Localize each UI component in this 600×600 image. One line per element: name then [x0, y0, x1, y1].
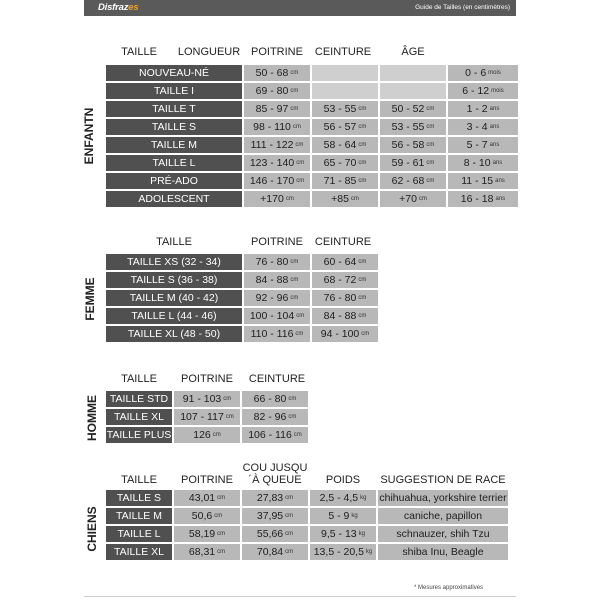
footnote: * Mesures approximatives: [414, 585, 484, 591]
enfant-cell-r2-c3: [380, 101, 446, 117]
chiens-cell-r2-c4: [378, 526, 508, 542]
chiens-cell-r1-c4-text: caniche, papillon: [403, 510, 483, 522]
femme-cell-r3-c0-text: TAILLE L (44 - 46): [131, 310, 217, 322]
chiens-cell-r0-c2-unit: cm: [285, 495, 294, 501]
chiens-cell-r3-c1-text: 68,31: [188, 546, 216, 558]
femme-cell-r1-c2-text: 68 - 72: [323, 274, 357, 286]
enfant-cell-r6-c3: [380, 173, 446, 189]
chiens-cell-r2-c1-unit: cm: [217, 531, 226, 537]
enfant-cell-r3-c3-text: 53 - 55: [391, 121, 425, 133]
enfant-cell-r6-c2: [312, 173, 378, 189]
enfant-cell-r4-c3-unit: cm: [426, 142, 435, 148]
enfant-cell-r5-c1-unit: cm: [296, 160, 305, 166]
enfant-cell-r3-c3-unit: cm: [426, 124, 435, 130]
enfant-header-0: TAILLE: [121, 46, 157, 58]
enfant-cell-r1-c1-unit: cm: [290, 88, 299, 94]
enfant-cell-r7-c2: [312, 191, 378, 207]
chiens-cell-r1-c1-unit: cm: [214, 513, 223, 519]
enfant-cell-r3-c0-text: TAILLE S: [151, 121, 197, 133]
enfant-cell-r6-c3-text: 62 - 68: [391, 175, 425, 187]
enfant-cell-r4-c1: [244, 137, 310, 153]
enfant-cell-r2-c0: [106, 101, 242, 117]
section-label-homme: HOMME: [85, 395, 99, 441]
enfant-cell-r0-c4-unit: mois: [488, 70, 501, 76]
enfant-cell-r7-c2-unit: cm: [350, 196, 359, 202]
enfant-cell-r0-c0-text: NOUVEAU-NÉ: [138, 67, 209, 79]
femme-cell-r1-c2-unit: cm: [358, 277, 367, 283]
enfant-cell-r5-c3-text: 59 - 61: [391, 157, 425, 169]
chiens-header-1: POITRINE: [181, 474, 233, 486]
enfant-header-1: LONGUEUR: [177, 46, 241, 58]
femme-cell-r0-c2-unit: cm: [358, 259, 367, 265]
homme-cell-r0-c1: [174, 391, 240, 407]
enfant-cell-r6-c0-text: PRÉ-ADO: [150, 175, 198, 187]
homme-cell-r0-c1-unit: cm: [223, 396, 232, 402]
homme-header-0: TAILLE: [121, 373, 157, 385]
enfant-cell-r2-c4-unit: ans: [489, 106, 500, 112]
enfant-cell-r6-c1-unit: cm: [296, 178, 305, 184]
femme-cell-r4-c2-text: 94 - 100: [320, 328, 360, 340]
homme-cell-r2-c1: [174, 427, 240, 443]
chiens-header-0: TAILLE: [121, 474, 157, 486]
enfant-cell-r6-c1: [244, 173, 310, 189]
enfant-cell-r1-c2: [312, 83, 378, 99]
chiens-cell-r2-c1: [174, 526, 240, 542]
enfant-cell-r1-c1-text: 69 - 80: [255, 85, 289, 97]
enfant-cell-r5-c2-unit: cm: [358, 160, 367, 166]
chiens-cell-r1-c2: [242, 508, 308, 524]
homme-cell-r2-c2: [242, 427, 308, 443]
enfant-cell-r6-c4-text: 11 - 15: [461, 175, 494, 187]
chiens-cell-r1-c2-unit: cm: [285, 513, 294, 519]
femme-cell-r3-c2: [312, 308, 378, 324]
enfant-cell-r4-c1-text: 111 - 122: [250, 139, 294, 151]
chiens-cell-r0-c0-text: TAILLE S: [116, 492, 162, 504]
femme-cell-r0-c2: [312, 254, 378, 270]
chiens-header-4: SUGGESTION DE RACE: [380, 474, 506, 486]
enfant-cell-r1-c0: [106, 83, 242, 99]
enfant-cell-r3-c3: [380, 119, 446, 135]
enfant-cell-r4-c2: [312, 137, 378, 153]
femme-cell-r4-c1-text: 110 - 116: [250, 328, 294, 340]
femme-table: [106, 254, 378, 342]
homme-cell-r2-c1-text: 126: [193, 429, 211, 441]
enfant-cell-r3-c2-text: 56 - 57: [323, 121, 357, 133]
femme-cell-r3-c0: [106, 308, 242, 324]
femme-cell-r2-c2-text: 76 - 80: [323, 292, 357, 304]
chiens-cell-r1-c3-text: 5 - 9: [328, 510, 350, 522]
femme-cell-r4-c0: [106, 326, 242, 342]
enfant-cell-r3-c4: [448, 119, 518, 135]
enfant-cell-r7-c1-text: +170: [260, 193, 284, 205]
chiens-cell-r3-c3-text: 13,5 - 20,5: [313, 546, 364, 558]
enfant-cell-r4-c3-text: 56 - 58: [391, 139, 425, 151]
femme-cell-r2-c1-unit: cm: [290, 295, 299, 301]
enfant-cell-r7-c3-unit: cm: [418, 196, 427, 202]
enfant-cell-r6-c2-text: 71 - 85: [323, 175, 357, 187]
enfant-cell-r4-c0: [106, 137, 242, 153]
homme-cell-r0-c1-text: 91 - 103: [182, 393, 222, 405]
homme-cell-r2-c0-text: TAILLE PLUS: [106, 429, 172, 441]
femme-cell-r2-c1: [244, 290, 310, 306]
chiens-cell-r3-c1-unit: cm: [217, 549, 226, 555]
femme-cell-r1-c1: [244, 272, 310, 288]
enfant-cell-r6-c0: [106, 173, 242, 189]
femme-cell-r1-c1-text: 84 - 88: [255, 274, 289, 286]
femme-cell-r3-c1-unit: cm: [296, 313, 305, 319]
enfant-cell-r3-c2-unit: cm: [358, 124, 367, 130]
femme-cell-r1-c0-text: TAILLE S (36 - 38): [130, 274, 218, 286]
chiens-cell-r0-c1-unit: cm: [217, 495, 226, 501]
homme-cell-r2-c1-unit: cm: [212, 432, 221, 438]
enfant-cell-r0-c3: [380, 65, 446, 81]
enfant-cell-r0-c4: [448, 65, 518, 81]
enfant-cell-r0-c1-text: 50 - 68: [255, 67, 289, 79]
enfant-cell-r0-c1-unit: cm: [290, 70, 299, 76]
homme-cell-r0-c2: [242, 391, 308, 407]
chiens-cell-r3-c0: [106, 544, 172, 560]
enfant-cell-r4-c0-text: TAILLE M: [151, 139, 197, 151]
enfant-cell-r2-c1: [244, 101, 310, 117]
enfant-cell-r4-c4: [448, 137, 518, 153]
enfant-cell-r5-c0: [106, 155, 242, 171]
enfant-cell-r3-c4-text: 3 - 4: [466, 121, 488, 133]
chiens-cell-r3-c4-text: shiba Inu, Beagle: [402, 546, 484, 558]
femme-cell-r0-c1-text: 76 - 80: [255, 256, 289, 268]
chiens-cell-r3-c4: [378, 544, 508, 560]
enfant-cell-r7-c1-unit: cm: [285, 196, 294, 202]
femme-cell-r2-c1-text: 92 - 96: [255, 292, 289, 304]
guide-title: Guide de Tailles (en centimètres): [415, 4, 510, 11]
enfant-cell-r1-c4: [448, 83, 518, 99]
enfant-cell-r5-c4: [448, 155, 518, 171]
chiens-cell-r2-c0: [106, 526, 172, 542]
chiens-cell-r0-c4-text: chihuahua, yorkshire terrier: [379, 492, 507, 504]
chiens-cell-r2-c2-unit: cm: [285, 531, 294, 537]
section-label-chiens: CHIENS: [85, 506, 99, 552]
enfant-cell-r2-c2: [312, 101, 378, 117]
chiens-cell-r3-c3: [310, 544, 376, 560]
enfant-cell-r3-c0: [106, 119, 242, 135]
homme-cell-r1-c2-unit: cm: [288, 414, 297, 420]
enfant-cell-r7-c4: [448, 191, 518, 207]
enfant-cell-r4-c2-text: 58 - 64: [323, 139, 357, 151]
chiens-cell-r3-c3-unit: kg: [365, 549, 373, 555]
chiens-header-3: POIDS: [325, 474, 361, 486]
chiens-cell-r1-c1: [174, 508, 240, 524]
femme-cell-r3-c2-unit: cm: [358, 313, 367, 319]
bottom-divider: [84, 596, 516, 597]
enfant-cell-r4-c2-unit: cm: [358, 142, 367, 148]
homme-cell-r0-c0-text: TAILLE STD: [109, 393, 169, 405]
enfant-cell-r0-c2: [312, 65, 378, 81]
femme-cell-r1-c2: [312, 272, 378, 288]
enfant-cell-r5-c2-text: 65 - 70: [323, 157, 357, 169]
homme-cell-r0-c2-unit: cm: [288, 396, 297, 402]
femme-cell-r4-c2: [312, 326, 378, 342]
enfant-cell-r2-c4: [448, 101, 518, 117]
enfant-cell-r6-c4-unit: ans: [495, 178, 505, 184]
enfant-cell-r5-c4-text: 8 - 10: [463, 157, 491, 169]
enfant-header-3: CEINTURE: [314, 46, 372, 58]
chiens-cell-r0-c2-text: 27,83: [256, 492, 284, 504]
enfant-cell-r7-c3: [380, 191, 446, 207]
chiens-cell-r3-c0-text: TAILLE XL: [114, 546, 164, 558]
enfant-cell-r7-c4-unit: ans: [495, 196, 506, 202]
homme-cell-r0-c0: [106, 391, 172, 407]
enfant-cell-r5-c2: [312, 155, 378, 171]
femme-header-1: POITRINE: [251, 236, 303, 248]
chiens-cell-r1-c0: [106, 508, 172, 524]
enfant-cell-r3-c1-text: 98 - 110: [253, 121, 291, 133]
chiens-cell-r2-c3-unit: kg: [358, 531, 365, 537]
homme-cell-r1-c1-text: 107 - 117: [180, 411, 224, 423]
enfant-cell-r7-c0-text: ADOLESCENT: [138, 193, 210, 205]
chiens-cell-r2-c3-text: 9,5 - 13: [321, 528, 357, 540]
brand-logo: Disfrazes: [98, 2, 139, 13]
enfant-cell-r2-c3-text: 50 - 52: [391, 103, 425, 115]
enfant-cell-r5-c3-unit: cm: [426, 160, 435, 166]
homme-cell-r1-c1-unit: cm: [225, 414, 234, 420]
femme-cell-r4-c1: [244, 326, 310, 342]
enfant-header-2: POITRINE: [251, 46, 303, 58]
homme-cell-r2-c2-unit: cm: [293, 432, 302, 438]
chiens-cell-r3-c1: [174, 544, 240, 560]
chiens-table: [106, 490, 508, 560]
chiens-cell-r1-c0-text: TAILLE M: [116, 510, 162, 522]
femme-cell-r2-c0: [106, 290, 242, 306]
enfant-cell-r2-c3-unit: cm: [426, 106, 435, 112]
enfant-cell-r2-c2-text: 53 - 55: [323, 103, 357, 115]
enfant-cell-r4-c4-unit: ans: [489, 142, 500, 148]
chiens-cell-r2-c0-text: TAILLE L: [117, 528, 161, 540]
enfant-table: [106, 65, 518, 207]
femme-cell-r2-c0-text: TAILLE M (40 - 42): [129, 292, 219, 304]
femme-cell-r1-c1-unit: cm: [290, 277, 299, 283]
enfant-cell-r5-c3: [380, 155, 446, 171]
homme-cell-r1-c2: [242, 409, 308, 425]
chiens-cell-r0-c2: [242, 490, 308, 506]
chiens-header-2: COU JUSQU´À QUEUE: [242, 462, 308, 486]
homme-cell-r2-c2-text: 106 - 116: [248, 429, 292, 441]
chiens-cell-r1-c3: [310, 508, 376, 524]
chiens-cell-r1-c4: [378, 508, 508, 524]
chiens-cell-r2-c2: [242, 526, 308, 542]
homme-cell-r2-c0: [106, 427, 172, 443]
femme-cell-r0-c1: [244, 254, 310, 270]
chiens-cell-r3-c2-text: 70,84: [256, 546, 284, 558]
enfant-cell-r5-c4-unit: ans: [492, 160, 503, 166]
chiens-cell-r1-c2-text: 37,95: [256, 510, 284, 522]
homme-table: [106, 391, 308, 443]
femme-cell-r0-c1-unit: cm: [290, 259, 299, 265]
homme-cell-r1-c0: [106, 409, 172, 425]
enfant-cell-r4-c1-unit: cm: [295, 142, 304, 148]
enfant-cell-r1-c3: [380, 83, 446, 99]
enfant-header-4: ÂGE: [401, 46, 425, 58]
femme-header-2: CEINTURE: [314, 236, 372, 248]
chiens-cell-r3-c2: [242, 544, 308, 560]
enfant-cell-r5-c1: [244, 155, 310, 171]
enfant-cell-r5-c1-text: 123 - 140: [249, 157, 295, 169]
enfant-cell-r2-c0-text: TAILLE T: [152, 103, 196, 115]
femme-cell-r3-c1: [244, 308, 310, 324]
chiens-cell-r1-c3-unit: kg: [351, 513, 358, 519]
femme-cell-r2-c2: [312, 290, 378, 306]
femme-cell-r4-c2-unit: cm: [361, 331, 370, 337]
section-label-enfant: ENFANTN: [82, 107, 96, 165]
homme-cell-r1-c1: [174, 409, 240, 425]
enfant-cell-r2-c1-text: 85 - 97: [255, 103, 289, 115]
enfant-cell-r0-c0: [106, 65, 242, 81]
homme-cell-r0-c2-text: 66 - 80: [253, 393, 287, 405]
enfant-cell-r2-c2-unit: cm: [358, 106, 367, 112]
chiens-cell-r0-c3-unit: kg: [360, 495, 367, 501]
chiens-cell-r2-c2-text: 55,66: [256, 528, 284, 540]
enfant-cell-r1-c4-unit: mois: [491, 88, 504, 94]
femme-cell-r3-c1-text: 100 - 104: [249, 310, 295, 322]
chiens-cell-r0-c1-text: 43,01: [188, 492, 216, 504]
enfant-cell-r7-c0: [106, 191, 242, 207]
chiens-cell-r2-c3: [310, 526, 376, 542]
enfant-cell-r6-c2-unit: cm: [358, 178, 367, 184]
section-label-femme: FEMME: [83, 277, 97, 321]
enfant-cell-r6-c3-unit: cm: [426, 178, 435, 184]
enfant-cell-r2-c4-text: 1 - 2: [466, 103, 488, 115]
enfant-cell-r1-c0-text: TAILLE I: [153, 85, 195, 97]
chiens-cell-r2-c4-text: schnauzer, shih Tzu: [396, 528, 490, 540]
enfant-cell-r7-c4-text: 16 - 18: [460, 193, 494, 205]
enfant-cell-r1-c4-text: 6 - 12: [462, 85, 490, 97]
femme-cell-r2-c2-unit: cm: [358, 295, 367, 301]
homme-header-1: POITRINE: [181, 373, 233, 385]
enfant-cell-r4-c3: [380, 137, 446, 153]
chiens-cell-r2-c1-text: 58,19: [188, 528, 216, 540]
enfant-cell-r7-c2-text: +85: [331, 193, 349, 205]
femme-cell-r4-c1-unit: cm: [295, 331, 304, 337]
enfant-cell-r3-c1-unit: cm: [292, 124, 301, 130]
enfant-cell-r6-c4: [448, 173, 518, 189]
enfant-cell-r7-c1: [244, 191, 310, 207]
homme-cell-r1-c0-text: TAILLE XL: [114, 411, 164, 423]
homme-header-2: CEINTURE: [248, 373, 306, 385]
enfant-cell-r5-c0-text: TAILLE L: [152, 157, 196, 169]
enfant-cell-r0-c4-text: 0 - 6: [465, 67, 487, 79]
enfant-cell-r4-c4-text: 5 - 7: [466, 139, 488, 151]
enfant-cell-r3-c4-unit: ans: [489, 124, 500, 130]
femme-header-0: TAILLE: [156, 236, 192, 248]
femme-cell-r0-c0-text: TAILLE XS (32 - 34): [127, 256, 221, 268]
enfant-cell-r3-c1: [244, 119, 310, 135]
homme-cell-r1-c2-text: 82 - 96: [253, 411, 287, 423]
enfant-cell-r2-c1-unit: cm: [290, 106, 299, 112]
femme-cell-r1-c0: [106, 272, 242, 288]
enfant-cell-r0-c1: [244, 65, 310, 81]
femme-cell-r3-c2-text: 84 - 88: [323, 310, 357, 322]
enfant-cell-r3-c2: [312, 119, 378, 135]
chiens-cell-r3-c2-unit: cm: [285, 549, 294, 555]
chiens-cell-r1-c1-text: 50,6: [191, 510, 213, 522]
femme-cell-r0-c2-text: 60 - 64: [323, 256, 357, 268]
chiens-cell-r0-c3-text: 2,5 - 4,5: [319, 492, 359, 504]
femme-cell-r4-c0-text: TAILLE XL (48 - 50): [127, 328, 221, 340]
femme-cell-r0-c0: [106, 254, 242, 270]
enfant-cell-r1-c1: [244, 83, 310, 99]
enfant-cell-r7-c3-text: +70: [399, 193, 417, 205]
enfant-cell-r6-c1-text: 146 - 170: [249, 175, 295, 187]
